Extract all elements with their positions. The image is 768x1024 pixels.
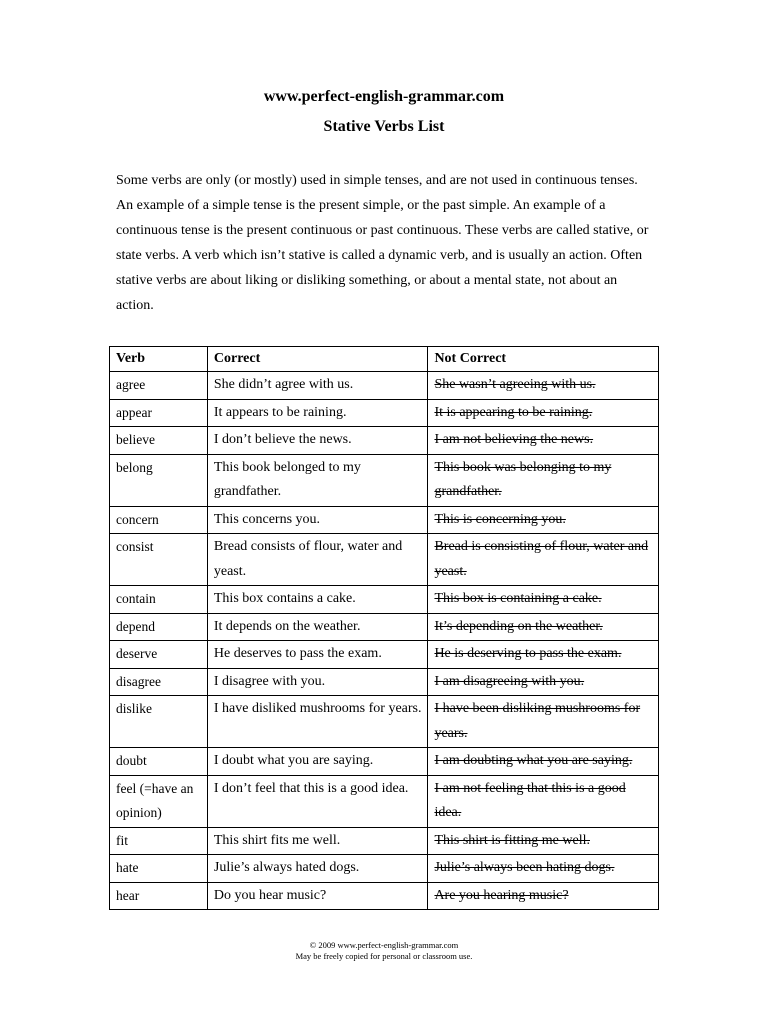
- verb-cell: concern: [110, 506, 208, 534]
- incorrect-example-cell: It is appearing to be raining.: [428, 399, 659, 427]
- table-body: [110, 372, 659, 910]
- verb-cell: dislike: [110, 696, 208, 748]
- table-header-row: [110, 347, 659, 372]
- footer-copyright: © 2009 www.perfect-english-grammar.com: [309, 940, 459, 950]
- table-row: [110, 855, 659, 883]
- table-row: [110, 506, 659, 534]
- verb-cell: appear: [110, 399, 208, 427]
- header-not-correct: Not Correct: [428, 347, 659, 372]
- correct-example-cell: This shirt fits me well.: [207, 827, 428, 855]
- correct-example-cell: I doubt what you are saying.: [207, 748, 428, 776]
- header-correct: Correct: [207, 347, 428, 372]
- footer-usage: May be freely copied for personal or classroom use.: [295, 951, 473, 961]
- correct-example-cell: He deserves to pass the exam.: [207, 641, 428, 669]
- table-row: [110, 586, 659, 614]
- incorrect-example-cell: Are you hearing music?: [428, 882, 659, 910]
- incorrect-example-cell: This shirt is fitting me well.: [428, 827, 659, 855]
- table-row: [110, 748, 659, 776]
- incorrect-example-cell: I am doubting what you are saying.: [428, 748, 659, 776]
- verb-cell: contain: [110, 586, 208, 614]
- verb-cell: hate: [110, 855, 208, 883]
- verb-cell: consist: [110, 534, 208, 586]
- verb-cell: fit: [110, 827, 208, 855]
- table-row: [110, 668, 659, 696]
- incorrect-example-cell: This box is containing a cake.: [428, 586, 659, 614]
- intro-paragraph: Some verbs are only (or mostly) used in simple tenses, and are not used in continuous tenses. An example of a simple tense is the present simple, or the past simple. An example of a continuous tense is the present continuous or past continuous. These verbs are called stative, or state verbs. A verb which isn’t stative is called a dynamic verb, and is usually an action. Often stative verbs are about liking or disliking something, or about a mental state, not about an action.: [116, 173, 649, 313]
- verb-cell: agree: [110, 372, 208, 400]
- incorrect-example-cell: This book was belonging to my grandfather.: [428, 454, 659, 506]
- incorrect-example-cell: Bread is consisting of flour, water and yeast.: [428, 534, 659, 586]
- verb-cell: deserve: [110, 641, 208, 669]
- verb-cell: doubt: [110, 748, 208, 776]
- verb-cell: belong: [110, 454, 208, 506]
- incorrect-example-cell: She wasn’t agreeing with us.: [428, 372, 659, 400]
- table-row: [110, 372, 659, 400]
- correct-example-cell: Julie’s always hated dogs.: [207, 855, 428, 883]
- verb-cell: depend: [110, 613, 208, 641]
- correct-example-cell: I have disliked mushrooms for years.: [207, 696, 428, 748]
- header-verb: Verb: [110, 347, 208, 372]
- correct-example-cell: This box contains a cake.: [207, 586, 428, 614]
- table-row: [110, 882, 659, 910]
- table-row: [110, 827, 659, 855]
- correct-example-cell: Bread consists of flour, water and yeast.: [207, 534, 428, 586]
- verb-cell: disagree: [110, 668, 208, 696]
- table-row: [110, 427, 659, 455]
- table-row: [110, 454, 659, 506]
- correct-example-cell: It appears to be raining.: [207, 399, 428, 427]
- stative-verbs-table: [109, 346, 659, 910]
- correct-example-cell: I don’t feel that this is a good idea.: [207, 775, 428, 827]
- incorrect-example-cell: I am not believing the news.: [428, 427, 659, 455]
- site-url-heading: www.perfect-english-grammar.com: [263, 88, 505, 105]
- verb-cell: hear: [110, 882, 208, 910]
- correct-example-cell: She didn’t agree with us.: [207, 372, 428, 400]
- correct-example-cell: This book belonged to my grandfather.: [207, 454, 428, 506]
- incorrect-example-cell: I have been disliking mushrooms for years.: [428, 696, 659, 748]
- table-row: [110, 775, 659, 827]
- correct-example-cell: It depends on the weather.: [207, 613, 428, 641]
- verb-cell: believe: [110, 427, 208, 455]
- incorrect-example-cell: He is deserving to pass the exam.: [428, 641, 659, 669]
- correct-example-cell: I don’t believe the news.: [207, 427, 428, 455]
- table-row: [110, 641, 659, 669]
- page-title: Stative Verbs List: [323, 118, 445, 135]
- footer: [0, 940, 768, 962]
- incorrect-example-cell: This is concerning you.: [428, 506, 659, 534]
- table-row: [110, 399, 659, 427]
- incorrect-example-cell: I am not feeling that this is a good idea.: [428, 775, 659, 827]
- table-row: [110, 696, 659, 748]
- incorrect-example-cell: I am disagreeing with you.: [428, 668, 659, 696]
- correct-example-cell: I disagree with you.: [207, 668, 428, 696]
- verb-cell: feel (=have an opinion): [110, 775, 208, 827]
- table-row: [110, 534, 659, 586]
- correct-example-cell: Do you hear music?: [207, 882, 428, 910]
- incorrect-example-cell: It’s depending on the weather.: [428, 613, 659, 641]
- table-row: [110, 613, 659, 641]
- correct-example-cell: This concerns you.: [207, 506, 428, 534]
- incorrect-example-cell: Julie’s always been hating dogs.: [428, 855, 659, 883]
